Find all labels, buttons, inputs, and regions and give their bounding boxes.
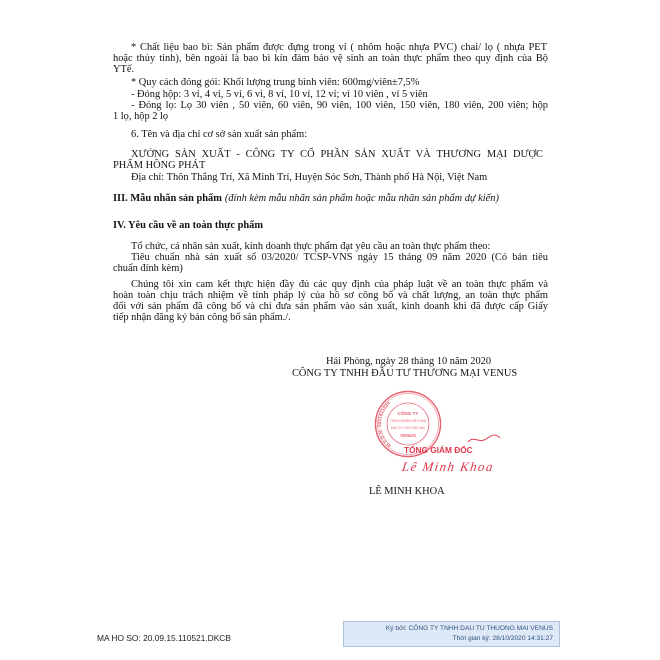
- seal-inner-ring: [387, 403, 429, 445]
- commitment-line-3: đối với sản phẩm đã công bố và chỉ đưa sản phẩm vào sản xuất, kinh doanh khi đã được cấp Giấy: [113, 301, 548, 312]
- digital-signature-time: Thời gian ký: 28/10/2020 14:31:27: [452, 635, 553, 642]
- packaging-material-line-1: * Chất liệu bao bì: Sản phẩm được đựng trong vỉ ( nhôm hoặc nhựa PVC) chai/ lọ ( nhựa PET: [131, 42, 547, 53]
- digital-signature-box[interactable]: [343, 621, 560, 647]
- manufacturer-name-line-2: PHẨM HỒNG PHÁT: [113, 160, 206, 171]
- manufacturer-heading: 6. Tên và địa chỉ cơ sở sản xuất sản phẩm:: [131, 129, 308, 140]
- packaging-jar-line-1: - Đóng lọ: Lọ 30 viên , 50 viên, 60 viên, 90 viên, 100 viên, 150 viên, 180 viên, 200 viên; hộp: [131, 100, 548, 111]
- seal-line-4: VENUS: [400, 433, 416, 438]
- stamp-title: TỔNG GIÁM ĐỐC: [404, 445, 473, 455]
- packaging-spec: * Quy cách đóng gói: Khối lượng trung bình viên: 600mg/viên±7,5%: [131, 77, 420, 88]
- packaging-jar-line-2: 1 lọ, hộp 2 lọ: [113, 111, 169, 122]
- company-name: CÔNG TY TNHH ĐẦU TƯ THƯƠNG MẠI VENUS: [292, 368, 518, 379]
- safety-section-heading: IV. Yêu cầu về an toàn thực phẩm: [113, 220, 263, 231]
- commitment-line-4: tiếp nhận đăng ký bản công bố sản phẩm./.: [113, 312, 291, 323]
- commitment-line-2: hoàn toàn chịu trách nhiệm về tính pháp lý của hồ sơ công bố và chất lượng, an toàn thực phẩm: [113, 290, 548, 301]
- safety-intro: Tổ chức, cá nhân sản xuất, kinh doanh thực phẩm đạt yêu cầu an toàn thực phẩm theo:: [131, 241, 491, 252]
- label-section-heading: III. Mẫu nhãn sản phẩm: [113, 193, 222, 204]
- signature-flourish: [466, 432, 502, 446]
- commitment-line-1: Chúng tôi xin cam kết thực hiện đầy đủ các quy định của pháp luật về an toàn thực phẩm và: [131, 279, 548, 290]
- manufacturer-address: Địa chỉ: Thôn Thắng Trí, Xã Minh Trí, Huyện Sóc Sơn, Thành phố Hà Nội, Việt Nam: [131, 172, 488, 183]
- signer-name: LÊ MINH KHOA: [369, 486, 445, 497]
- label-section-note: (đính kèm mẫu nhãn sản phẩm hoặc mẫu nhãn sản phẩm dự kiến): [224, 193, 499, 204]
- safety-standard-line-2: chuẩn đính kèm): [113, 263, 183, 274]
- place-date: Hải Phòng, ngày 28 tháng 10 năm 2020: [326, 356, 492, 367]
- seal-line-3: ĐẦU TƯ THƯƠNG MẠI: [391, 426, 425, 430]
- seal-line-1: CÔNG TY: [397, 411, 419, 416]
- seal-line-2: TRÁCH NHIỆM HỮU HẠN: [390, 419, 431, 423]
- label-section: [113, 193, 499, 205]
- safety-standard-line-1: Tiêu chuẩn nhà sản xuất số 03/2020/ TCSP-VNS ngày 15 tháng 09 năm 2020 (Có bản tiêu: [131, 252, 548, 263]
- seal-rim-textpath: M.S.D.N: 0201611224: [377, 401, 393, 448]
- file-code: MA HO SO: 20.09.15.110521.DKCB: [97, 633, 231, 643]
- manufacturer-name-line-1: XƯỞNG SẢN XUẤT - CÔNG TY CỔ PHẦN SẢN XUẤT VÀ THƯƠNG MẠI DƯỢC: [131, 149, 543, 160]
- digital-signature-signer: Ký bởi: CÔNG TY TNHH DAU TU THUONG MAI VENUS: [385, 625, 553, 632]
- packaging-material-line-3: YTế.: [113, 64, 135, 75]
- handwritten-signature: Lê Minh Khoa: [401, 459, 496, 474]
- packaging-material-line-2: hoặc thủy tinh), bên ngoài là bao bì kín đảm bảo vệ sinh an toàn thực phẩm theo quy định của Bộ: [113, 53, 548, 64]
- packaging-box: - Đóng hộp: 3 vỉ, 4 vỉ, 5 vỉ, 6 vỉ, 8 vỉ, 10 vỉ, 12 vỉ; vỉ 10 viên , vỉ 5 viên: [131, 89, 428, 100]
